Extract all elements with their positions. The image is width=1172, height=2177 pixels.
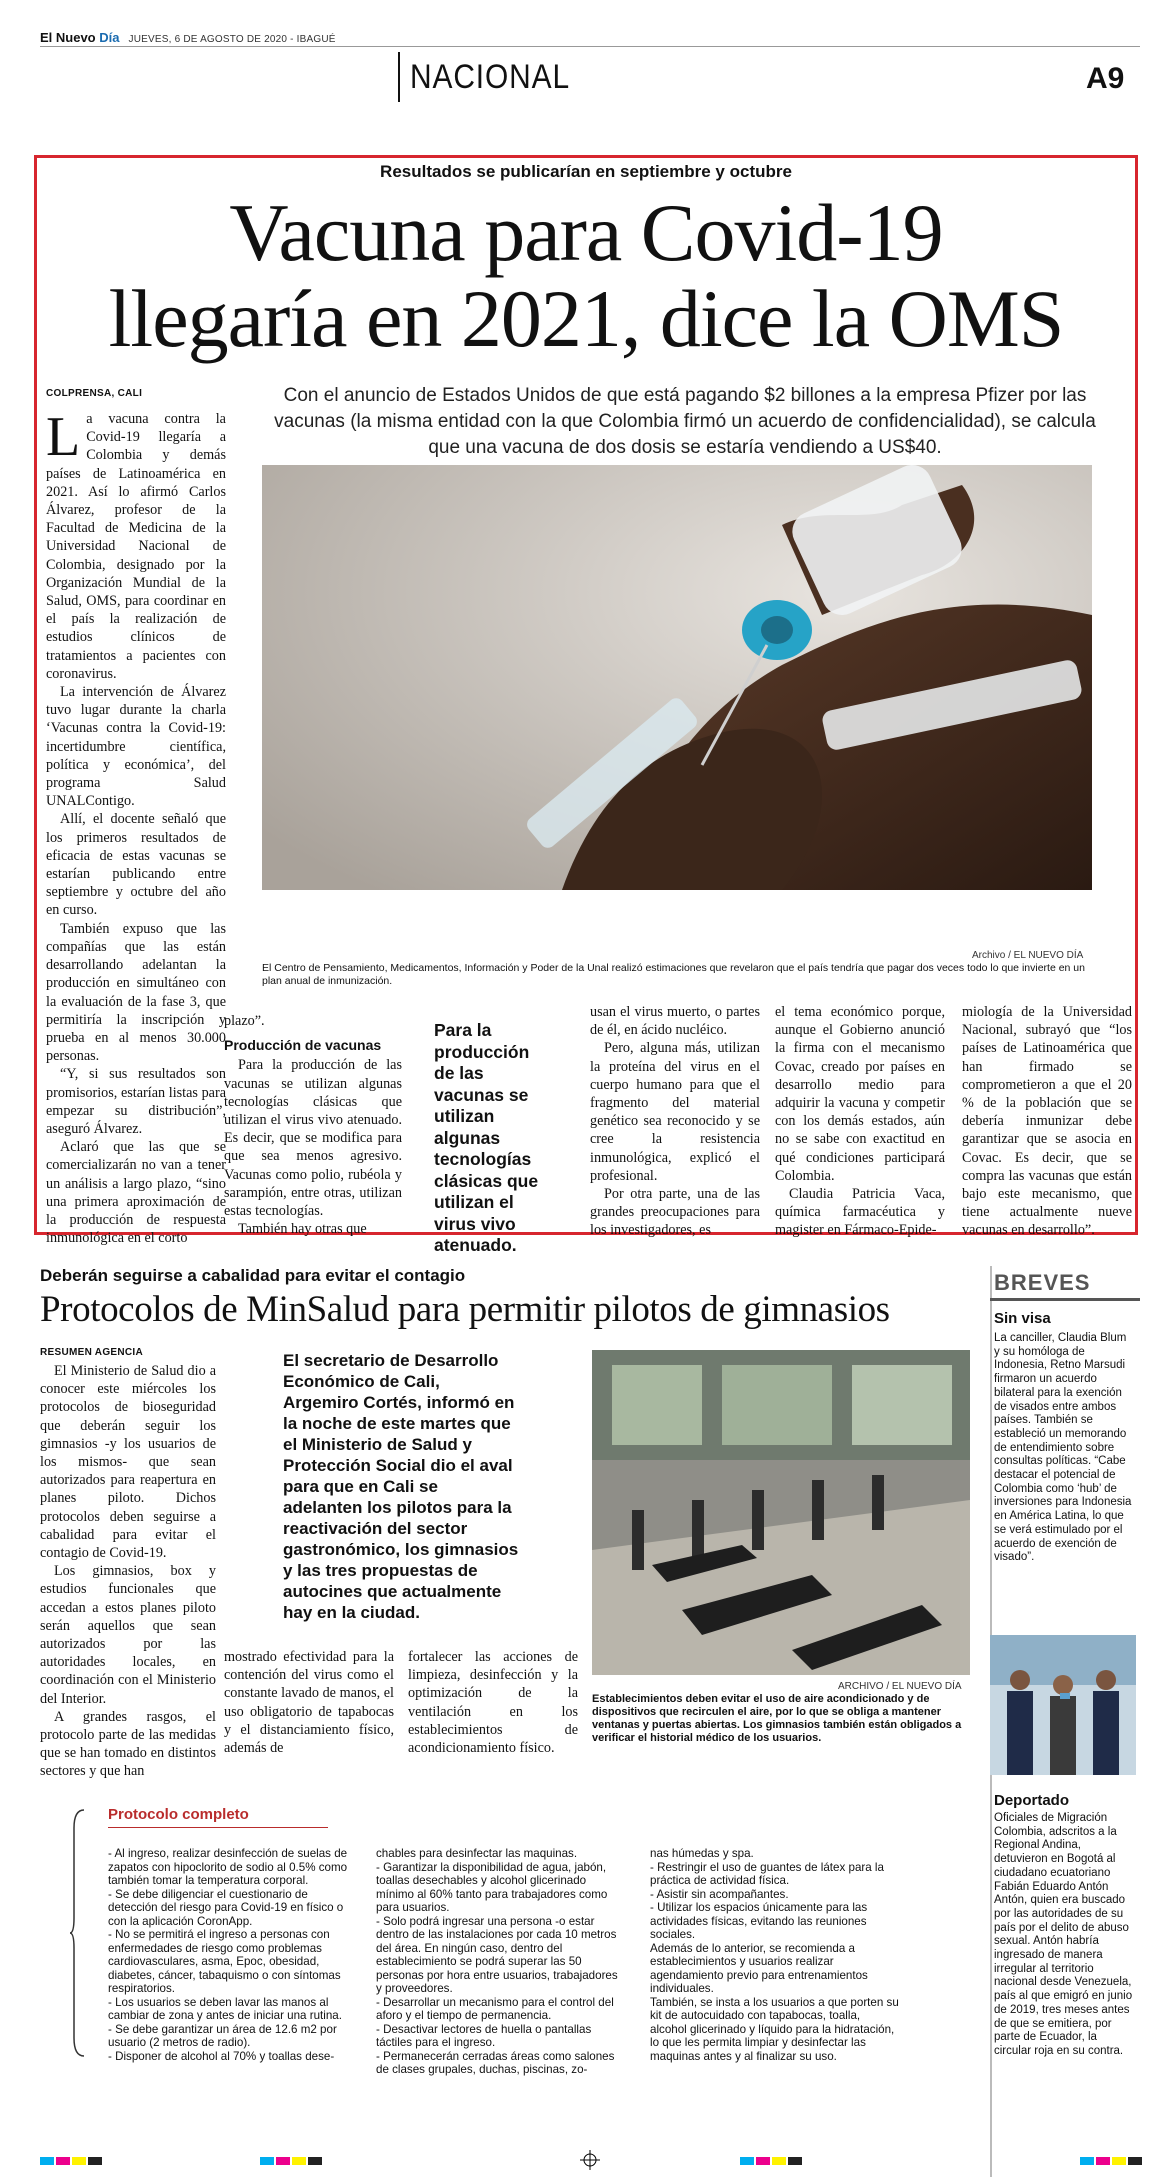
article2-photo-credit: ARCHIVO / EL NUEVO DÍA xyxy=(838,1681,962,1692)
article1-column-3 xyxy=(590,1003,760,1240)
article2-photo-caption: Establecimientos deben evitar el uso de aire acondicionado y de dispositivos que recirculen el aire, por lo que se obliga a mantener ventanas y puertas abiertas. Los gimnasios también están obligados a verificar el historial médico de los usuarios. xyxy=(592,1693,962,1744)
breves-title: BREVES xyxy=(990,1270,1140,1301)
article1-paragraph: También hay otras que xyxy=(238,1221,367,1238)
article1-paragraph: La intervención de Álvarez tuvo lugar durante la charla ‘Vacunas contra la Covid-19: incertidumbre científica, política y económica’, del programa Salud UNALContigo. xyxy=(46,684,226,810)
protocolo-column-2: chables para desinfectar las maquinas. - Garantizar la disponibilidad de agua, jabón, toallas desechables y alcohol glicerinado mínimo al 60% tanto para trabajadores como para usuarios. - Solo podrá ingresar una persona -o estar dentro de las instalaciones por cada 10 metros del área. En ningún caso, dentro del establecimiento se podrá superar las 50 personas por hora entre usuarios, trabajadores y proveedores. - Desarrollar un mecanismo para el control del aforo y el tiempo de permanencia. - Desactivar lectores de huella o pantallas táctiles para el ingreso. - Permanecerán cerradas áreas como salones de clases grupales, duchas, piscinas, zo- xyxy=(376,1847,618,2076)
header-date: JUEVES, 6 DE AGOSTO DE 2020 - IBAGUÉ xyxy=(128,34,336,45)
page-number: A9 xyxy=(1086,62,1125,95)
article1-subhead: Producción de vacunas xyxy=(224,1037,382,1054)
article1-paragraph: Allí, el docente señaló que los primeros resultados de eficacia de estas vacunas se estarían publicando entre septiembre y octubre del año en curso. xyxy=(46,811,226,919)
article1-column-1 xyxy=(46,406,226,1247)
article2-paragraph: El Ministerio de Salud dio a conocer este miércoles los protocolos de bioseguridad que deberán seguir los gimnasios -y los usuarios de los mismos- que sean autorizados para reapertura en planes piloto. Dichos protocolos deben seguirse a cabalidad para evitar el contagio de Covid-19. xyxy=(40,1363,216,1562)
gym-photo-illustration xyxy=(592,1350,970,1675)
section-name: NACIONAL xyxy=(410,58,571,96)
article2-paragraph: mostrado efectividad para la contención del virus como el constante lavado de manos, el uso obligatorio de tapabocas y el distanciamiento físico, además de xyxy=(224,1649,394,1757)
article2-paragraph: fortalecer las acciones de limpieza, desinfección y la optimización de la ventilación en los establecimientos de acondicionamiento físico. xyxy=(408,1649,578,1757)
article1-paragraph: Claudia Patricia Vaca, química farmacéutica y magister en Fármaco-Epide- xyxy=(775,1186,945,1239)
article1-paragraph: miología de la Universidad Nacional, subrayó que “los países de Latinoamérica que han firmado se comprometieron a que el 20 % de la población que se debería inmunizar debe garantizar que se asocia en Covac. Es decir, que se compra las vacunas que están bajo este mecanismo, que tiene actualmente nueve vacunas en desarrollo”. xyxy=(962,1004,1132,1239)
article1-paragraph: el tema económico porque, aunque el Gobierno anunció la firma con el mecanismo Covac, creado por países en desarrollo medio para adquirir la vacuna y competir con los demás estados, aún no se sabe con exactitud en qué condiciones participará Colombia. xyxy=(775,1004,945,1184)
article1-paragraph: Aclaró que las que se comercializarán no van a tener un análisis a largo plazo, “sino una primera aproximación de la producción de respuesta inmunológica en el corto xyxy=(46,1139,226,1247)
breve1-title: Sin visa xyxy=(994,1310,1051,1327)
vaccine-photo xyxy=(262,465,1092,890)
article2-column-3 xyxy=(408,1648,578,1757)
article2-headline: Protocolos de MinSalud para permitir pilotos de gimnasios xyxy=(40,1289,890,1330)
protocolo-column-1: - Al ingreso, realizar desinfección de suelas de zapatos con hipoclorito de sodio al 0.5% como también tomar la temperatura corporal. - Se debe diligenciar el cuestionario de detección del riesgo para Covid-19 en físico o con la aplicación CoronApp. - No se permitirá el ingreso a personas con enfermedades de riesgo como problemas cardiovasculares, asma, Epoc, obesidad, diabetes, cáncer, tabaquismo o con síntomas respiratorios. - Los usuarios se deben lavar las manos al cambiar de zona y antes de iniciar una rutina. - Se debe garantizar un área de 12.6 m2 por usuario (2 metros de radio). - Disponer de alcohol al 70% y toallas dese- xyxy=(108,1847,348,2063)
article1-photo-caption: El Centro de Pensamiento, Medicamentos, Información y Poder de la Unal realizó estimaciones que revelaron que el país tendría que pagar dos veces todo lo que invierte en un plan anual de inmunización. xyxy=(262,962,1085,987)
article1-paragraph: La vacuna contra la Covid-19 llegaría a Colombia y demás países de Latinoamérica en 2021. Así lo afirmó Carlos Álvarez, profesor de la Facultad de Medicina de la Universidad Nacional de Colombia, designado por la Organización Mundial de la Salud, OMS, para coordinar en el país la realización de estudios clínicos de tratamientos a pacientes con coronavirus. xyxy=(46,406,226,682)
article1-paragraph: También expuso que las compañías que las están desarrollando adelantan la producción en simultáneo con la evaluación de la fase 3, que permitiría la inscripción y prueba en al menos 30.000 personas. xyxy=(46,920,226,1065)
dropcap: L xyxy=(46,406,81,468)
article2-column-1 xyxy=(40,1362,216,1781)
masthead xyxy=(40,30,1140,50)
article2-kicker: Deberán seguirse a cabalidad para evitar el contagio xyxy=(40,1266,466,1285)
article1-photo-credit: Archivo / EL NUEVO DÍA xyxy=(972,950,1084,961)
section-divider xyxy=(398,52,400,102)
article1-paragraph: Pero, alguna más, utilizan la proteína del virus en el cuerpo humano para que el fragmento del material genético sea reconocido y se cree la resistencia inmunológica, explicó el profesional. xyxy=(590,1040,760,1184)
headline-line-2: llegaría en 2021, dice la OMS xyxy=(108,273,1064,364)
article1-paragraph: “Y, si sus resultados son promisorios, estarían listas para empezar su distribución”, aseguró Álvarez. xyxy=(46,1066,226,1137)
migration-photo-illustration xyxy=(990,1635,1136,1775)
header-rule xyxy=(40,46,1140,47)
article1-paragraph: Por otra parte, una de las grandes preocupaciones para los investigadores, es xyxy=(590,1186,760,1239)
article1-paragraph: Para la producción de las vacunas se utilizan algunas tecnologías clásicas que utilizan el virus vivo atenuado. Es decir, que se modifica para que sea menos agresivo. Vacunas como polio, rubéola y sarampión, entre otras, utilizan estas tecnologías. xyxy=(224,1057,402,1220)
article1-pullquote: Para la producción de las vacunas se utilizan algunas tecnologías clásicas que utilizan el virus vivo atenuado. xyxy=(434,1020,539,1255)
article2-paragraph: Los gimnasios, box y estudios funcionales que accedan a estos planes piloto serán aquellos que sean autorizados por las autoridades locales, en coordinación con el Ministerio del Interior. xyxy=(40,1563,216,1707)
article1-paragraph: usan el virus muerto, o partes de él, en ácido nucléico. xyxy=(590,1004,760,1039)
registration-mark-icon xyxy=(580,2150,600,2170)
article2-paragraph: A grandes rasgos, el protocolo parte de las medidas que se han tomado en distintos sectores y que han xyxy=(40,1708,216,1780)
article2-byline: RESUMEN AGENCIA xyxy=(40,1347,144,1358)
protocolo-title: Protocolo completo xyxy=(108,1806,249,1823)
article1-headline xyxy=(34,187,1138,364)
article1-column-4 xyxy=(775,1003,945,1240)
article1-column-5 xyxy=(962,1003,1132,1240)
article1-column-2 xyxy=(224,1012,402,1238)
migration-officers-photo xyxy=(990,1635,1136,1775)
article2-pullquote: El secretario de Desarrollo Económico de Cali, Argemiro Cortés, informó en la noche de este martes que el Ministerio de Salud y Protección Social dio el aval para que en Cali se adelanten los pilotos para la reactivación del sector gastronómico, los gimnasios y las tres propuestas de autocines que actualmente hay en la ciudad. xyxy=(283,1351,519,1622)
protocolo-column-3: nas húmedas y spa. - Restringir el uso de guantes de látex para la práctica de actividad física. - Asistir sin acompañantes. - Utilizar los espacios únicamente para las actividades físicas, evitando las reuniones sociales. Además de lo anterior, se recomienda a establecimientos y usuarios realizar agendamiento previo para entrenamientos individuales. También, se insta a los usuarios a que porten su kit de autocuidado con tapabocas, toalla, alcohol glicerinado y líquido para la hidratación, lo que les permita limpiar y desinfectar las maquinas antes y al finalizar su uso. xyxy=(650,1847,899,2063)
article1-kicker: Resultados se publicarían en septiembre y octubre xyxy=(380,162,792,181)
headline-line-1: Vacuna para Covid-19 xyxy=(229,187,943,278)
breve2-title: Deportado xyxy=(994,1792,1069,1809)
protocolo-brace xyxy=(70,1808,86,2058)
article1-intro: Con el anuncio de Estados Unidos de que está pagando $2 billones a la empresa Pfizer por las vacunas (la misma entidad con la que Colombia firmó un acuerdo de confidencialidad), se calcula que una vacuna de dos dosis se estaría vendiendo a US$40. xyxy=(274,385,1096,458)
protocolo-rule xyxy=(108,1827,328,1828)
breve1-text: La canciller, Claudia Blum y su homóloga de Indonesia, Retno Marsudi firmaron un acuerdo bilateral para la exención de visados entre ambos países. También se estableció un memorando de entendimiento sobre consultas políticas. “Cabe destacar el potencial de Colombia como ‘hub’ de inversiones para Indonesia en América Latina, lo que se verá estimulado por el acuerdo de exención de visado”. xyxy=(994,1332,1132,1564)
gym-photo xyxy=(592,1350,970,1675)
article1-byline: COLPRENSA, CALI xyxy=(46,388,143,399)
newspaper-logo: El Nuevo Día xyxy=(40,30,120,45)
article2-column-2 xyxy=(224,1648,394,1757)
vaccine-photo-illustration xyxy=(262,465,1092,890)
breve2-text: Oficiales de Migración Colombia, adscritos a la Regional Andina, detuvieron en Bogotá al ciudadano ecuatoriano Fabián Eduardo Antón Antón, quien era buscado por las autoridades de su país por el delito de abuso sexual. Antón habría ingresado de manera irregular al territorio nacional desde Venezuela, país al que emigró en junio de 2019, tres meses antes de que se emitiera, por parte de Ecuador, la circular roja en su contra. xyxy=(994,1812,1133,2057)
article1-paragraph: plazo”. xyxy=(224,1013,265,1029)
